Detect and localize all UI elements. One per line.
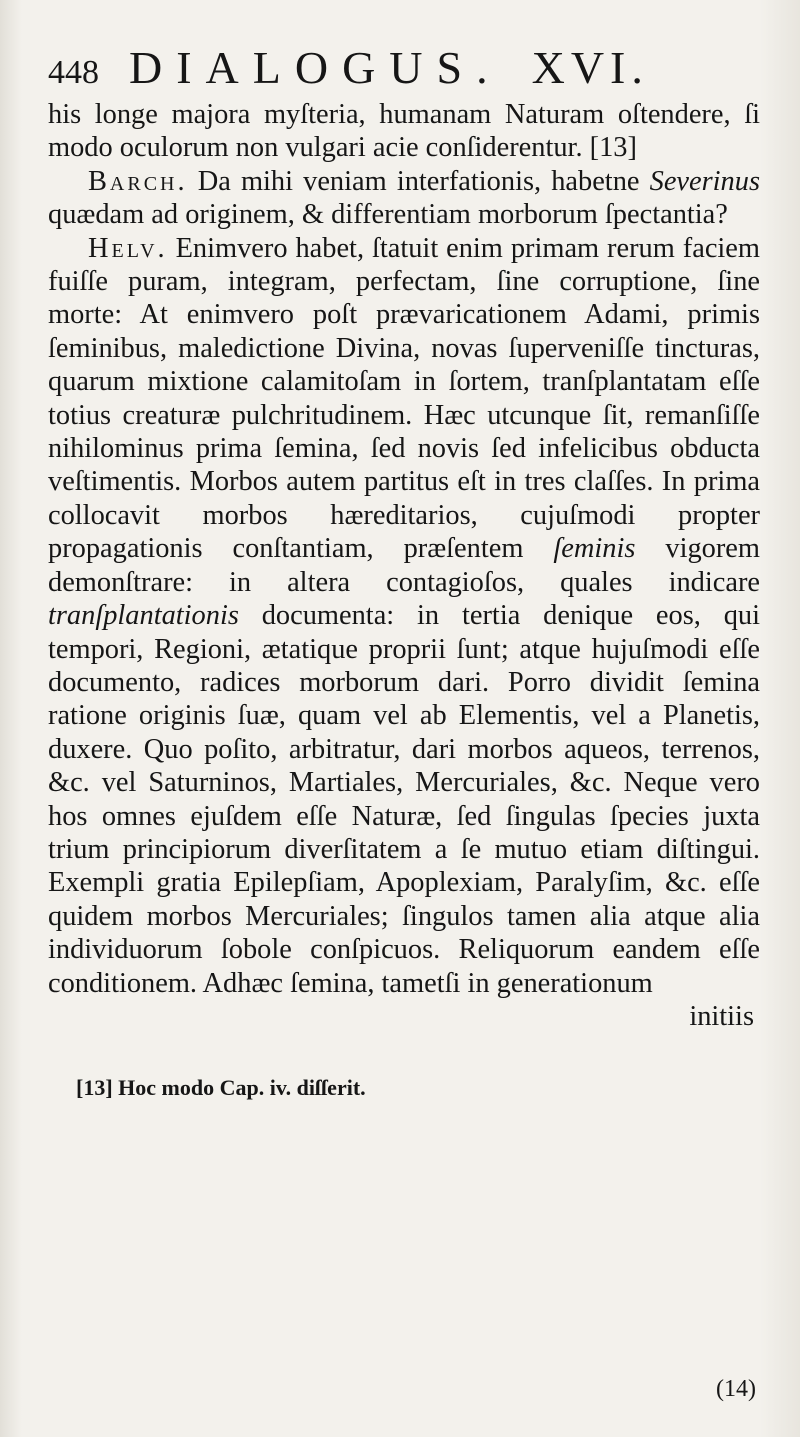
speaker-name: Barch. xyxy=(88,165,188,197)
running-title: DIALOGUS. xyxy=(129,42,502,93)
text-run: documenta: in tertia denique eos, qui tempori, Regioni, ætatique proprii ſunt; atque hujuſmodi eſſe documento, radices morborum dari. Porro dividit ſemina ratione originis ſuæ, quam vel ab Elementis, vel a Planetis, duxere. Quo poſito, arbitratur, dari morbos aqueos, terrenos, &c. vel Saturninos, Martiales, Mercuriales, &c. Neque vero hos omnes ejuſdem eſſe Naturæ, ſed ſingulas ſpecies juxta trium principiorum diverſitatem a ſe mutuo etiam diſtingui. Exempli gratia Epilepſiam, Apoplexiam, Paralyſim, &c. eſſe quidem morbos Mercuriales; ſingulos tamen alia atque alia individuorum ſobole conſpicuos. Reliquorum eandem eſſe conditionem. Adhæc ſemina, tametſi in generationum xyxy=(48,600,760,999)
text-run: Enimvero habet, ſtatuit enim primam rerum faciem fuiſſe puram, integram, perfectam, ſine corruptione, ſine morte: At enimvero poſt prævaricationem Adami, primis ſeminibus, maledictione Divina, novas ſuperveniſſe tincturas, quarum mixtione calamitoſam in ſortem, tranſplantatam eſſe totius creaturæ pulchritudinem. Hæc utcunque ſit, remanſiſſe nihilominus prima ſemina, ſed novis ſed infelicibus obducta veſtimentis. Morbos autem partitus eſt in tres claſſes. In prima collocavit morbos hæreditarios, cujuſmodi propter propagationis conſtantiam, præſentem xyxy=(48,232,760,565)
paragraph xyxy=(48,165,760,232)
paragraph xyxy=(48,232,760,1000)
paragraph xyxy=(48,98,760,165)
text-run: vigorem demonſtrare: in altera contagioſos, quales indicare xyxy=(48,533,760,598)
italic-word: ſeminis xyxy=(553,533,636,565)
text-run: quædam ad originem, & differentiam morborum ſpectantia? xyxy=(48,199,728,231)
catchword: initiis xyxy=(689,1000,754,1032)
italic-word: tranſplantationis xyxy=(48,600,239,632)
text-run: Da mihi veniam interfationis, habetne xyxy=(187,165,650,197)
footnote: [13] Hoc modo Cap. iv. diſſerit. xyxy=(76,1075,366,1101)
signature-mark: (14) xyxy=(716,1376,756,1402)
body-text xyxy=(48,98,760,1000)
running-head xyxy=(48,38,760,98)
text-run: his longe majora myſteria, humanam Naturam oſtendere, ſi modo oculorum non vulgari acie conſiderentur. [13] xyxy=(48,99,760,164)
speaker-name: Helv. xyxy=(88,232,168,264)
italic-word: Severinus xyxy=(649,165,760,197)
dialogue-numeral: XVI. xyxy=(531,42,649,93)
page-number: 448 xyxy=(48,54,99,91)
